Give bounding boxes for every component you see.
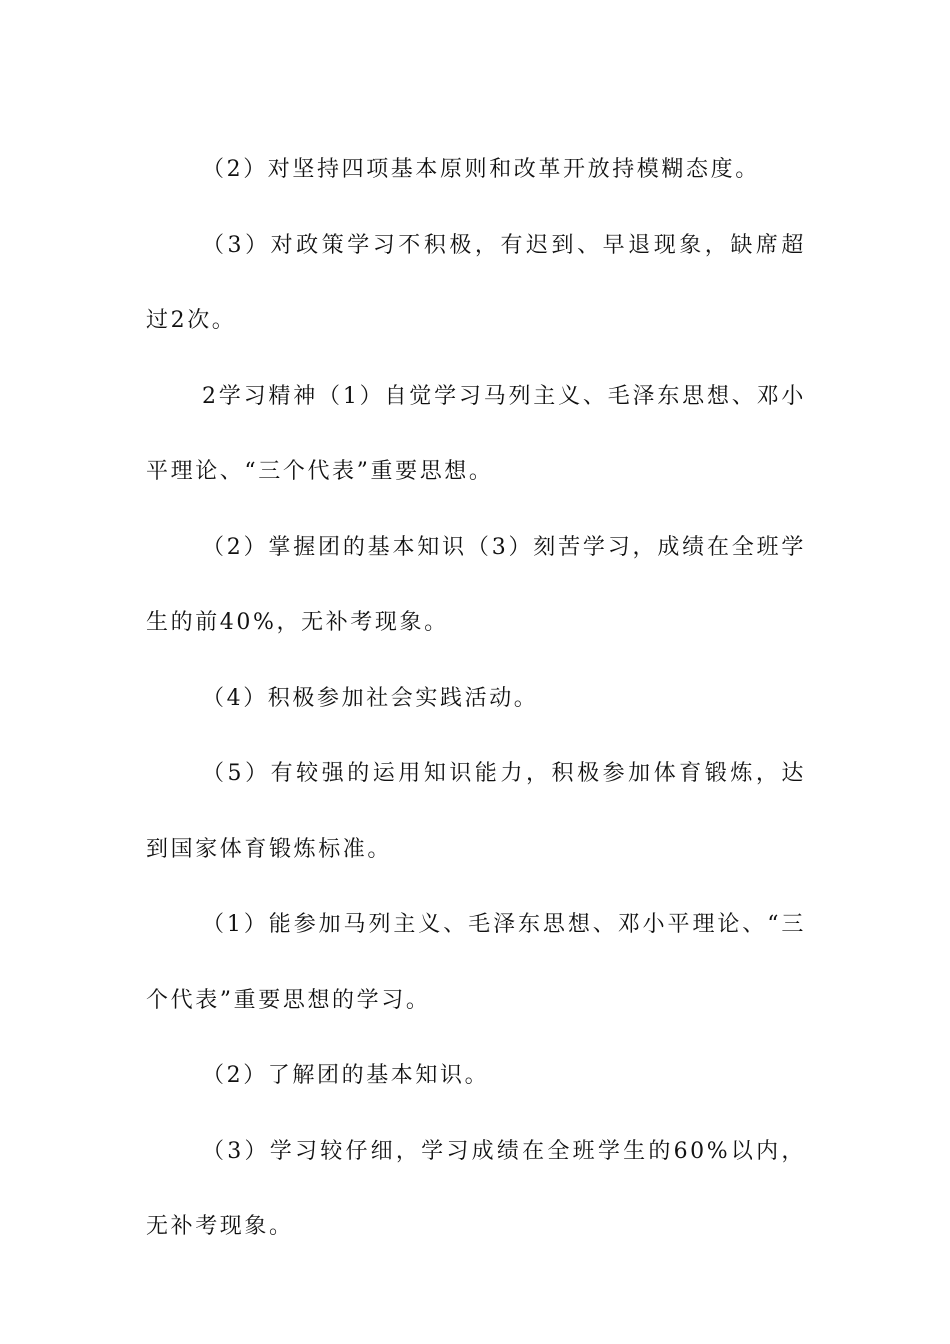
- document-body: [146, 132, 806, 1265]
- paragraph: （3）学习较仔细，学习成绩在全班学生的60%以内，无补考现象。: [146, 1138, 806, 1239]
- paragraph: （4）积极参加社会实践活动。: [202, 685, 539, 711]
- paragraph: 2学习精神（1）自觉学习马列主义、毛泽东思想、邓小平理论、“三个代表”重要思想。: [146, 383, 806, 484]
- paragraph: （1）能参加马列主义、毛泽东思想、邓小平理论、“三个代表”重要思想的学习。: [146, 912, 806, 1013]
- paragraph: （5）有较强的运用知识能力，积极参加体育锻炼，达到国家体育锻炼标准。: [146, 761, 806, 862]
- paragraph: （2）了解团的基本知识。: [202, 1063, 490, 1088]
- paragraph: （2）掌握团的基本知识（3）刻苦学习，成绩在全班学生的前40%，无补考现象。: [146, 534, 806, 635]
- paragraph: （2）对坚持四项基本原则和改革开放持模糊态度。: [202, 157, 760, 182]
- paragraph: （3）对政策学习不积极，有迟到、早退现象，缺席超过2次。: [146, 232, 806, 333]
